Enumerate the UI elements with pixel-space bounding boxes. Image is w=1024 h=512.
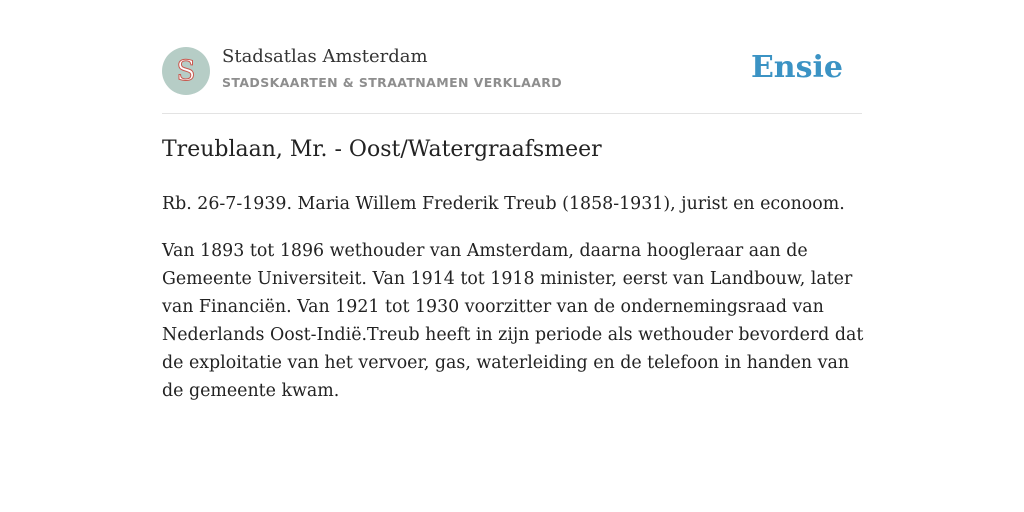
article-intro-paragraph: Rb. 26-7-1939. Maria Willem Frederik Treub (1858-1931), jurist en econoom. (162, 194, 845, 214)
avatar[interactable] (162, 47, 210, 95)
avatar-letter: S (176, 54, 196, 87)
brand-logo[interactable]: Ensie (750, 50, 843, 85)
content-container (162, 0, 864, 401)
article-body-paragraph: Van 1893 tot 1896 wethouder van Amsterdam, daarna hoogleraar aan de Gemeente Universiteit. Van 1914 tot 1918 minister, eerst van Landbouw, later van Financiën. Van 1921 tot 1930 voorzitter van de ondernemingsraad van Nederlands Oost-Indië.Treub heeft in zijn periode als wethouder bevorderd dat de exploitatie van het vervoer, gas, waterleiding en de telefoon in handen van de gemeente kwam. (162, 241, 864, 401)
site-subtitle: STADSKAARTEN & STRAATNAMEN VERKLAARD (222, 75, 563, 90)
page-title: Treublaan, Mr. - Oost/Watergraafsmeer (162, 137, 602, 162)
site-header (162, 0, 862, 114)
site-title[interactable]: Stadsatlas Amsterdam (222, 46, 428, 67)
